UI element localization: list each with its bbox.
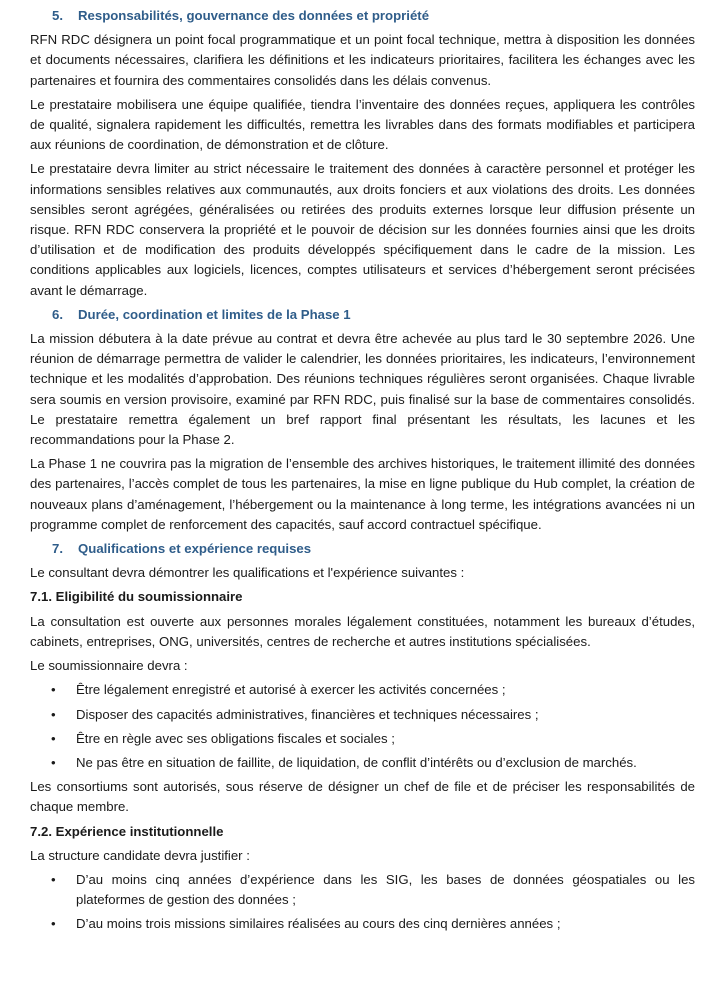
subsection-7-2-paragraph-1: La structure candidate devra justifier : (30, 847, 250, 863)
section-5-heading (52, 6, 695, 26)
list-item (30, 680, 695, 700)
list-item-text: Disposer des capacités administratives, financières et techniques nécessaires ; (76, 706, 539, 722)
subsection-7-2-title: 7.2. Expérience institutionnelle (30, 823, 224, 839)
list-item (30, 753, 695, 773)
list-item (30, 870, 695, 910)
section-6-paragraph-1: La mission débutera à la date prévue au contrat et devra être achevée au plus tard le 30 septembre 2026. Une réunion de démarrage permettra de valider le calendrier, les données prioritaires, les indicateurs, l’environnement technique et les modalités d’approbation. Des réunions techniques régulières seront organisées. Chaque livrable sera soumis en version provisoire, examiné par RFN RDC, puis finalisé sur la base de commentaires consolidés. Le prestataire remettra également un bref rapport final présentant les résultats, les lacunes et les recommandations pour la Phase 2. (30, 331, 695, 448)
bullet-icon: • (51, 730, 56, 746)
list-item (30, 729, 695, 749)
eligibility-bullet-list (30, 680, 695, 773)
subsection-7-1-title: 7.1. Eligibilité du soumissionnaire (30, 589, 243, 605)
subsection-7-1-paragraph-3: Les consortiums sont autorisés, sous réserve de désigner un chef de file et de préciser les responsabilités de chaque membre. (30, 779, 695, 815)
subsection-7-1-paragraph-1: La consultation est ouverte aux personnes morales légalement constituées, notamment les bureaux d’études, cabinets, entreprises, ONG, universités, centres de recherche et autres institutions spécialisées. (30, 613, 695, 649)
list-item (30, 705, 695, 725)
section-7-number: 7. (52, 541, 63, 557)
list-item (30, 914, 695, 934)
list-item-text: Être légalement enregistré et autorisé à exercer les activités concernées ; (76, 682, 506, 698)
bullet-icon: • (51, 871, 56, 887)
section-5-paragraph-2: Le prestataire mobilisera une équipe qualifiée, tiendra l’inventaire des données reçues, appliquera les contrôles de qualité, signalera rapidement les difficultés, remettra les livrables dans des formats modifiables et participera aux réunions de coordination, de démonstration et de clôture. (30, 96, 695, 153)
list-item-text: D’au moins trois missions similaires réalisées au cours des cinq dernières années ; (76, 916, 561, 932)
section-6-heading (52, 305, 695, 325)
bullet-icon: • (51, 706, 56, 722)
section-6-number: 6. (52, 306, 63, 322)
list-item-text: Être en règle avec ses obligations fiscales et sociales ; (76, 730, 395, 746)
section-5-paragraph-3: Le prestataire devra limiter au strict nécessaire le traitement des données à caractère personnel et protéger les informations sensibles relatives aux communautés, aux droits fonciers et aux violations des droits. Les données sensibles seront agrégées, généralisées ou retirées des produits externes lorsque leur diffusion présente un risque. RFN RDC conservera la propriété et le pouvoir de décision sur les données fournies ainsi que les droits d’utilisation et de modification des produits développés spécifiquement dans le cadre de la mission. Les conditions applicables aux logiciels, licences, comptes utilisateurs et services d’hébergement seront précisées avant le démarrage. (30, 161, 695, 298)
experience-bullet-list (30, 870, 695, 935)
section-5-paragraph-1: RFN RDC désignera un point focal programmatique et un point focal technique, mettra à disposition les données et documents nécessaires, clarifiera les définitions et les indicateurs prioritaires, facilitera les échanges avec les partenaires et fournira des commentaires consolidés dans les délais convenus. (30, 32, 695, 88)
list-item-text: D’au moins cinq années d’expérience dans les SIG, les bases de données géospatiales ou les plateformes de gestion des données ; (76, 871, 695, 908)
section-5-number: 5. (52, 8, 63, 23)
subsection-7-1-paragraph-2: Le soumissionnaire devra : (30, 658, 188, 674)
section-6-paragraph-2: La Phase 1 ne couvrira pas la migration de l’ensemble des archives historiques, le traitement illimité des données des partenaires, l’accès complet de tous les partenaires, la mise en ligne publique du Hub complet, la création de nouveaux plans d’aménagement, l’hébergement ou la maintenance à long terme, les intégrations avancées ni un programme complet de renforcement des capacités, sauf accord contractuel spécifique. (30, 456, 695, 532)
section-6-title: Durée, coordination et limites de la Phase 1 (78, 306, 351, 322)
section-7-intro: Le consultant devra démontrer les qualifications et l'expérience suivantes : (30, 565, 465, 581)
section-7-heading (52, 539, 695, 559)
bullet-icon: • (51, 916, 56, 932)
bullet-icon: • (51, 682, 56, 698)
section-5-title: Responsabilités, gouvernance des données et propriété (78, 8, 430, 23)
list-item-text: Ne pas être en situation de faillite, de liquidation, de conflit d’intérêts ou d’exclusion de marchés. (76, 754, 637, 770)
section-7-title: Qualifications et expérience requises (78, 541, 312, 557)
bullet-icon: • (51, 754, 56, 770)
